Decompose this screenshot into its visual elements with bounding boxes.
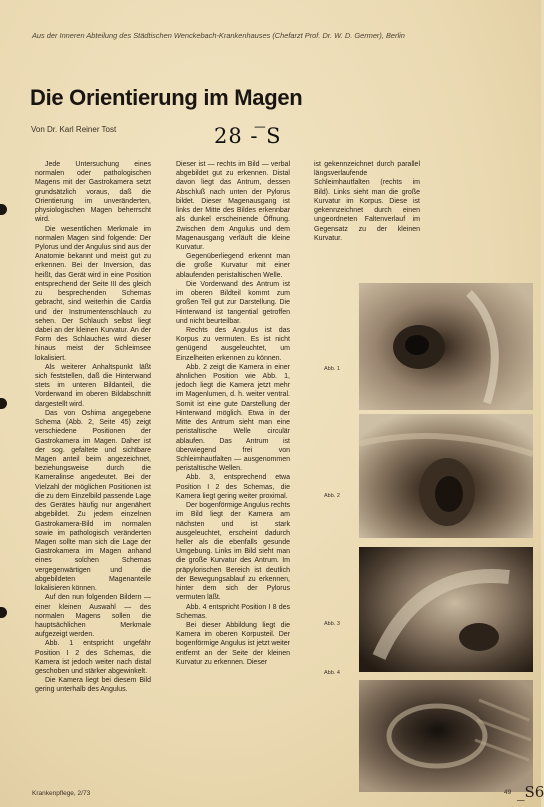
figure-caption: Abb. 3	[324, 621, 340, 627]
binder-hole	[0, 204, 7, 215]
paragraph: Abb. 3, entsprechend etwa Position I 2 des Schemas, die Kamera liegt gering weiter proximal.	[176, 474, 290, 500]
text-column-1	[35, 160, 151, 787]
paragraph: Abb. 2 zeigt die Kamera in einer ähnlichen Position wie Abb. 1, jedoch liegt die Kamera jetzt mehr im Magenlumen, d. h. weiter ventral. Somit ist eine gute Darstellung der Hinterwand möglich. Etwa in der Mitte des Antrum sieht man eine peristaltische Welle circulär ablaufen. Das Antrum ist überwiegend frei von Schleimhautfalten — ausgenommen peristaltische Wellen.	[176, 363, 290, 473]
endoscopy-photo-2	[359, 414, 533, 538]
figure-caption: Abb. 1	[324, 366, 340, 372]
author-byline: Von Dr. Karl Reiner Tost	[31, 125, 117, 134]
figure-caption: Abb. 2	[324, 493, 340, 499]
paragraph: Abb. 1 entspricht ungefähr Position I 2 des Schemas, die Kamera ist jedoch weiter nach distal geschoben und stärker abgewinkelt.	[35, 640, 151, 676]
article-title: Die Orientierung im Magen	[30, 85, 303, 110]
paragraph: Als weiterer Anhaltspunkt läßt sich feststellen, daß die Hinterwand stets im unteren Bildanteil, die Vorderwand im oberen Bildabschnitt dargestellt wird.	[35, 363, 151, 408]
source-line: Aus der Inneren Abteilung des Städtischen Wenckebach-Krankenhauses (Chefarzt Prof. Dr. W. D. Germer), Berlin	[32, 31, 405, 40]
handwritten-page-mark: _S6	[517, 783, 544, 801]
paragraph: Gegenüberliegend erkennt man die große Kurvatur mit einer ablaufenden peristaltischen Welle.	[176, 253, 290, 279]
paragraph: Auf den nun folgenden Bildern — einer kleinen Auswahl — des normalen Magens sollen die hauptsächlichen Merkmale aufgezeigt werden.	[35, 594, 151, 639]
handwritten-note: 28 - ̅S	[214, 124, 282, 148]
paragraph: Jede Untersuchung eines normalen oder pathologischen Magens mit der Gastrokamera setzt grundsätzlich voraus, daß die Orientierung im unveränderten, physiologischen Magen beherrscht wird.	[35, 161, 151, 224]
journal-issue: Krankenpflege, 2/73	[32, 790, 91, 797]
paragraph: Bei dieser Abbildung liegt die Kamera im oberen Korpusteil. Der bogenförmige Angulus ist jetzt weiter entfernt an der Seite der kleinen Kurvatur zu erkennen. Dieser	[176, 621, 291, 666]
page-number: 49	[504, 789, 512, 796]
text-column-3	[314, 160, 420, 242]
paragraph: Dieser ist — rechts im Bild — verbal abgebildet gut zu erkennen. Distal davon liegt das Antrum, dessen Abschluß nach unten der Pylorus bildet. Dieser Magenausgang ist links der Mitte des Bildes erkennbar als dunkel erscheinende Öffnung. Zwischen dem Angulus und dem Magenausgang verläuft die kleine Kurvatur.	[176, 161, 290, 251]
paragraph: ist gekennzeichnet durch parallel längsverlaufende Schleimhautfalten (rechts im Bild). Links sieht man die große Kurvatur im Korpus. Diese ist gekennzeichnet durch einen ungeordneten Faltenverlauf im Gegensatz zu der kleinen Kurvatur.	[314, 161, 420, 242]
text-column-2	[176, 160, 290, 787]
paragraph: Das von Oshima angegebene Schema (Abb. 2, Seite 45) zeigt verschiedene Positionen der Gastrokamera im Magen. Daher ist der sog. gefaltete und sichtbare Magen anteil beim angezeichnet, beziehungsweise durch die Kameralinse angedeutet. Bei der Vielzahl der möglichen Positionen ist die zu dem Einzelbild passende Lage des Gerätes häufig nur angenähert abgebildet. Zu jedem einzelnen Gastrokamera-Bild im normalen sowie im pathologisch veränderten Magen sollte man sich die Lage der Gastrokamera im Magen anhand eines solchen Schemas vergegenwärtigen und die abgebildeten Magenanteile lokalisieren können.	[35, 409, 151, 593]
paragraph: Die Kamera liegt bei diesem Bild gering unterhalb des Angulus.	[35, 677, 151, 694]
endoscopy-photo-4	[359, 680, 533, 792]
paragraph: Der bogenförmige Angulus rechts im Bild liegt der Kamera am nächsten und ist stark ausgeleuchtet, erscheint dadurch heller als die ebenfalls gesunde Umgebung. Links im Bild sieht man die große Kurvatur des Antrum. Im präpylorischen Bereich ist deutlich der Bewegungsablauf zu erkennen, hinter dem sich der Pylorus vermuten läßt.	[176, 502, 290, 602]
endoscopy-photo-3	[359, 547, 533, 672]
paragraph: Die wesentlichen Merkmale im normalen Magen sind folgende: Der Pylorus und der Angulus sind aus der Anatomie bekannt und meist gut zu erkennen. Bei der Inversion, das heißt, das Gerät wird in eine Position entsprechend der Seite III des gleich zu besprechenden Schemas gebracht, sind weiterhin die Cardia und der Instrumentenschlauch zu sehen. Der Schlauch selbst liegt dabei an der kleinen Kurvatur. An der Form des Schlauches wird dieser hinaus meist der Schleimsee lokalisiert.	[35, 225, 151, 362]
paragraph: Rechts des Angulus ist das Korpus zu vermuten. Es ist nicht genügend ausgeleuchtet, um Einzelheiten erkennen zu können.	[176, 326, 290, 362]
paragraph: Die Vorderwand des Antrum ist im oberen Bildteil kommt zum großen Teil gut zur Darstellung. Die Hinterwand ist tangential getroffen und nicht beurteilbar.	[176, 280, 290, 325]
binder-hole	[0, 607, 7, 618]
endoscopy-photo-1	[359, 283, 533, 410]
figure-caption: Abb. 4	[324, 670, 340, 676]
paragraph: Abb. 4 entspricht Position I 8 des Schemas.	[176, 603, 290, 620]
binder-hole	[0, 398, 7, 409]
